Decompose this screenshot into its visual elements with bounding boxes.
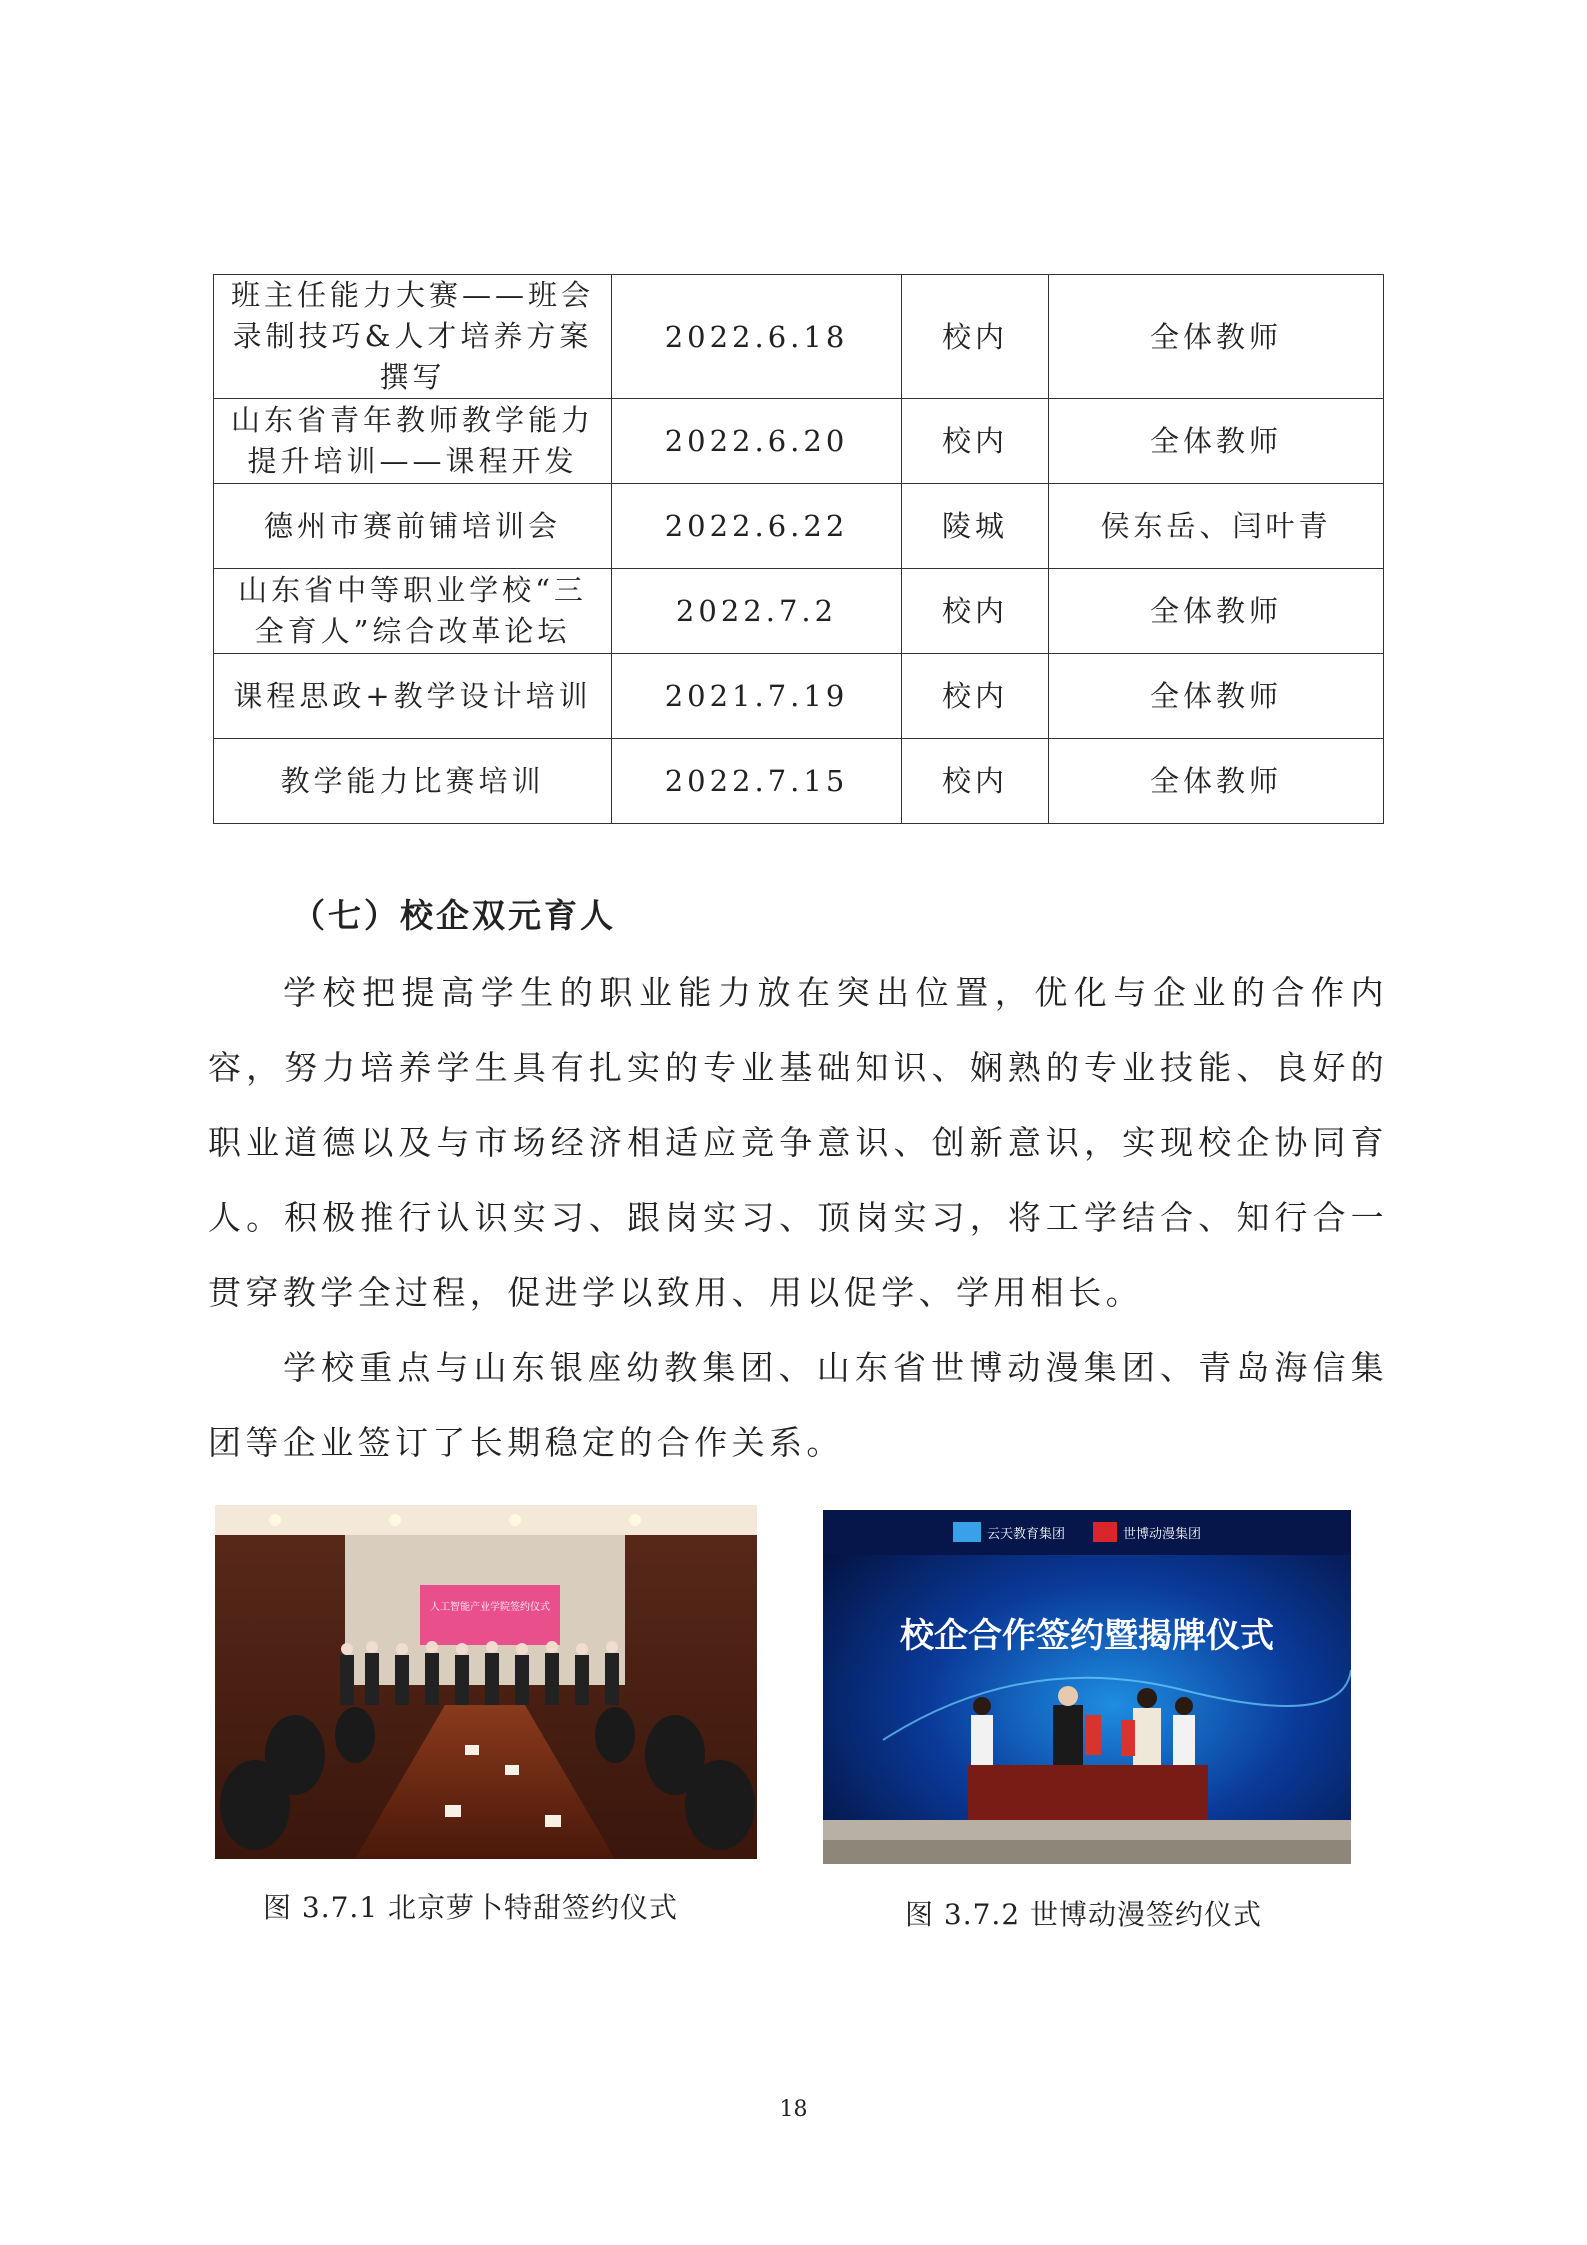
table-cell-date: 2022.7.2 [612, 569, 902, 654]
page-number: 18 [779, 2097, 808, 2122]
table-row [214, 399, 1384, 484]
table-cell-participants: 侯东岳、闫叶青 [1049, 484, 1384, 569]
table-cell-training-name: 德州市赛前铺培训会 [214, 484, 612, 569]
table-cell-participants: 全体教师 [1049, 654, 1384, 739]
table-cell-location: 校内 [902, 739, 1049, 824]
table-cell-date: 2022.6.18 [612, 275, 902, 399]
table-row [214, 569, 1384, 654]
table-cell-date: 2022.6.20 [612, 399, 902, 484]
table-cell-location: 校内 [902, 399, 1049, 484]
table-cell-training-name: 课程思政+教学设计培训 [214, 654, 612, 739]
table-cell-participants: 全体教师 [1049, 739, 1384, 824]
table-row [214, 484, 1384, 569]
table-cell-training-name: 教学能力比赛培训 [214, 739, 612, 824]
table-cell-participants: 全体教师 [1049, 569, 1384, 654]
shibo-ceremony-photo [823, 1510, 1351, 1864]
shibo-logo-text: 世博动漫集团 [1123, 1527, 1202, 1542]
projection-screen-text: 人工智能产业学院签约仪式 [430, 1602, 550, 1613]
table-row [214, 739, 1384, 824]
table-cell-location: 陵城 [902, 484, 1049, 569]
table-cell-location: 校内 [902, 654, 1049, 739]
table-cell-training-name: 山东省中等职业学校“三全育人”综合改革论坛 [214, 569, 612, 654]
figure-2-caption: 图 3.7.2 世博动漫签约仪式 [905, 1898, 1263, 1931]
table-cell-date: 2022.6.22 [612, 484, 902, 569]
table-cell-date: 2022.7.15 [612, 739, 902, 824]
table-cell-training-name: 班主任能力大赛——班会录制技巧&人才培养方案撰写 [214, 275, 612, 399]
table-row [214, 654, 1384, 739]
signing-ceremony-photo [215, 1505, 757, 1859]
table-cell-training-name: 山东省青年教师教学能力提升培训——课程开发 [214, 399, 612, 484]
training-table [213, 274, 1384, 824]
section-heading: （七）校企双元育人 [292, 896, 616, 935]
table-cell-participants: 全体教师 [1049, 275, 1384, 399]
figure-1-caption: 图 3.7.1 北京萝卜特甜签约仪式 [263, 1891, 679, 1924]
yuntian-logo-text: 云天教育集团 [987, 1527, 1066, 1542]
table-cell-location: 校内 [902, 569, 1049, 654]
paragraph-1: 学校把提高学生的职业能力放在突出位置，优化与企业的合作内容，努力培养学生具有扎实的专业基础知识、娴熟的专业技能、良好的职业道德以及与市场经济相适应竞争意识、创新意识，实现校企协同育人。积极推行认识实习、跟岗实习、顶岗实习，将工学结合、知行合一贯穿教学全过程，促进学以致用、用以促学、学用相长。 [208, 973, 1388, 1312]
table-cell-date: 2021.7.19 [612, 654, 902, 739]
paragraph-2: 学校重点与山东银座幼教集团、山东省世博动漫集团、青岛海信集团等企业签订了长期稳定的合作关系。 [208, 1348, 1388, 1462]
table-cell-participants: 全体教师 [1049, 399, 1384, 484]
table-cell-location: 校内 [902, 275, 1049, 399]
ceremony-banner-title: 校企合作签约暨揭牌仪式 [900, 1616, 1274, 1656]
table-row [214, 275, 1384, 399]
